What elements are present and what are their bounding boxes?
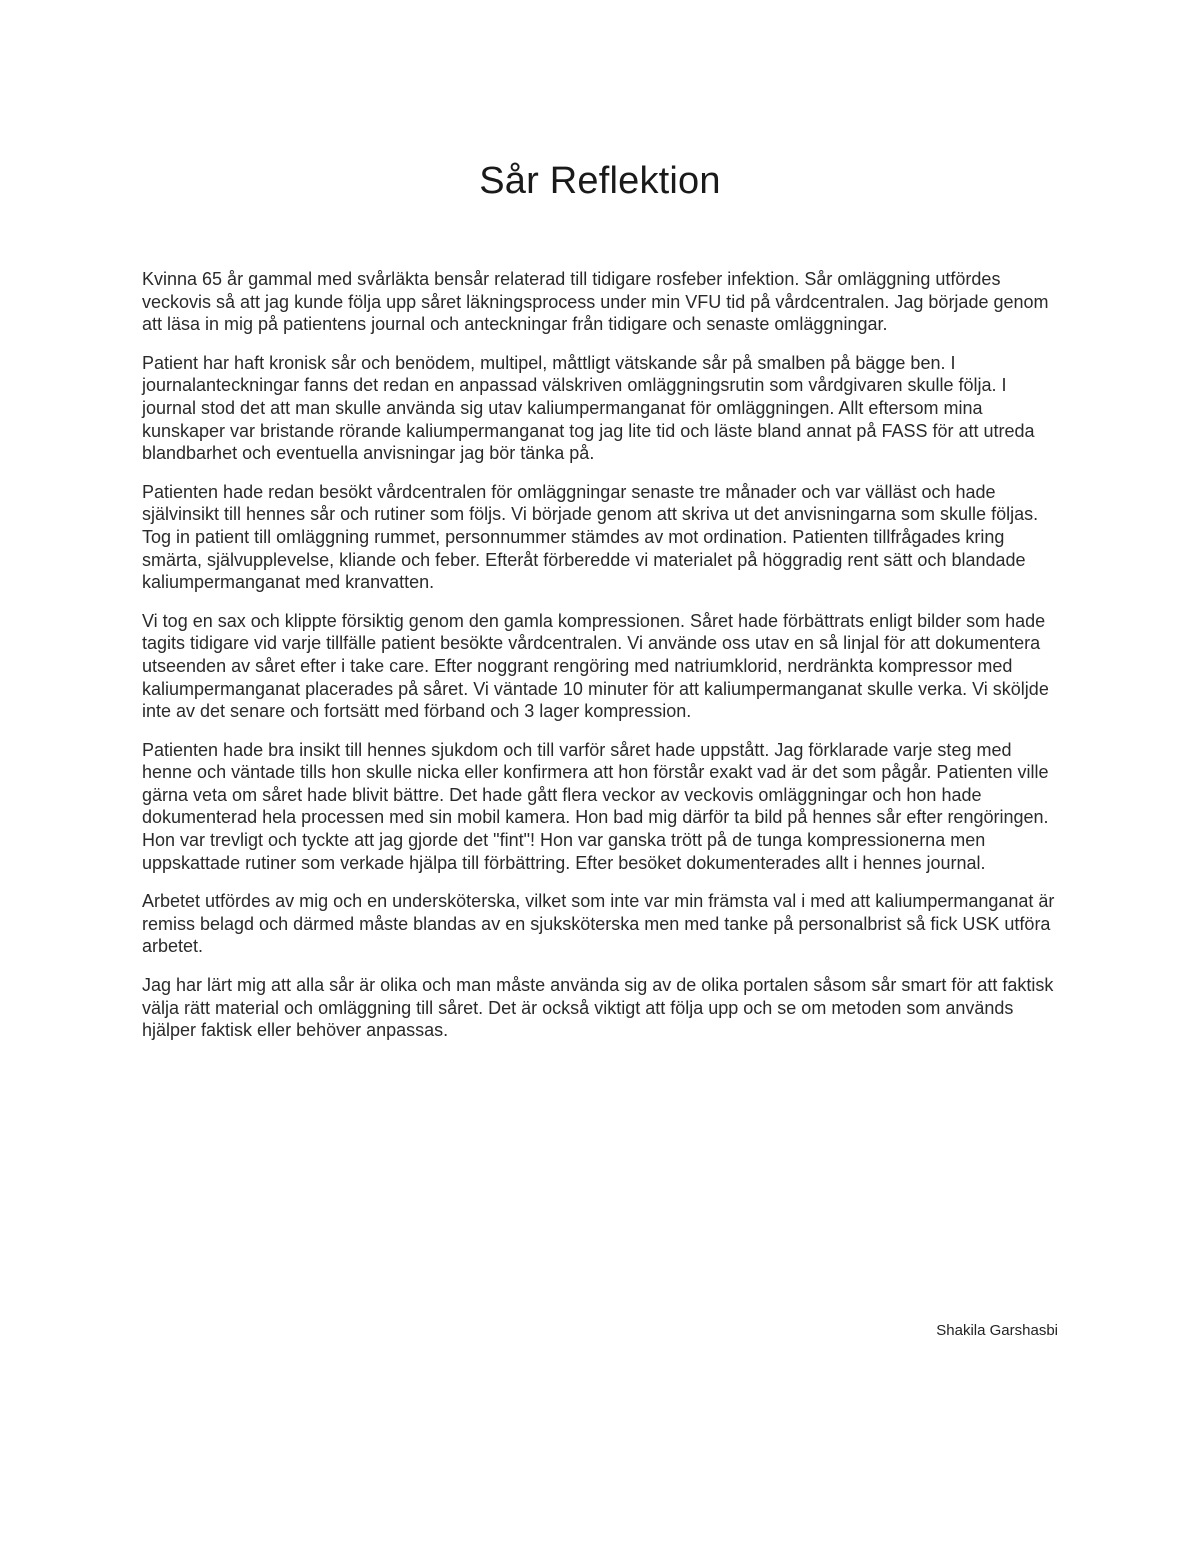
paragraph: Patienten hade redan besökt vårdcentralen för omläggningar senaste tre månader och var välläst och hade självinsikt till hennes sår och rutiner som följs. Vi började genom att skriva ut det anvisningarna som skulle följas. Tog in patient till omläggning rummet, personnummer stämdes av mot ordination. Patienten tillfrågades kring smärta, självupplevelse, kliande och feber. Efteråt förberedde vi materialet på höggradig rent sätt och blandade kaliumpermanganat med kranvatten. xyxy=(142,481,1039,593)
paragraph: Vi tog en sax och klippte försiktig genom den gamla kompressionen. Såret hade förbättrats enligt bilder som hade tagits tidigare vid varje tillfälle patient besökte vårdcentralen. Vi använde oss utav en så linjal för att dokumentera utseenden av såret efter i take care. Efter noggrant rengöring med natriumklorid, nerdränkta kompressor med kaliumpermanganat placerades på såret. Vi väntade 10 minuter för att kaliumpermanganat skulle verka. Vi sköljde inte av det senare och fortsätt med förband och 3 lager kompression. xyxy=(142,610,1049,722)
document-body xyxy=(142,268,1064,1058)
paragraph: Jag har lärt mig att alla sår är olika och man måste använda sig av de olika portalen såsom sår smart för att faktisk välja rätt material och omläggning till såret. Det är också viktigt att följa upp och se om metoden som används hjälper faktisk eller behöver anpassas. xyxy=(142,975,1054,1041)
document-title: Sår Reflektion xyxy=(479,160,721,202)
author-signature: Shakila Garshasbi xyxy=(936,1322,1058,1339)
paragraph: Patienten hade bra insikt till hennes sjukdom och till varför såret hade uppstått. Jag förklarade varje steg med henne och väntade tills hon skulle nicka eller konfirmera att hon förstår exakt vad är det som pågår. Patienten ville gärna veta om såret hade blivit bättre. Det hade gått flera veckor av veckovis omläggningar och hon hade dokumenterad hela processen med sin mobil kamera. Hon bad mig därför ta bild på hennes sår efter rengöringen. Hon var trevligt och tyckte att jag gjorde det "fint"! Hon var ganska trött på de tunga kompressionerna men uppskattade rutiner som verkade hjälpa till förbättring. Efter besöket dokumenterades allt i hennes journal. xyxy=(142,739,1049,873)
paragraph: Kvinna 65 år gammal med svårläkta bensår relaterad till tidigare rosfeber infektion. Sår omläggning utfördes veckovis så att jag kunde följa upp såret läkningsprocess under min VFU tid på vårdcentralen. Jag började genom att läsa in mig på patientens journal och anteckningar från tidigare och senaste omläggningar. xyxy=(142,269,1049,335)
paragraph: Patient har haft kronisk sår och benödem, multipel, måttligt vätskande sår på smalben på bägge ben. I journalanteckningar fanns det redan en anpassad välskriven omläggningsrutin som vårdgivaren skulle följa. I journal stod det att man skulle använda sig utav kaliumpermanganat för omläggningen. Allt eftersom mina kunskaper var bristande rörande kaliumpermanganat tog jag lite tid och läste bland annat på FASS för att utreda blandbarhet och eventuella anvisningar jag bör tänka på. xyxy=(142,352,1035,464)
paragraph: Arbetet utfördes av mig och en undersköterska, vilket som inte var min främsta val i med att kaliumpermanganat är remiss belagd och därmed måste blandas av en sjuksköterska men med tanke på personalbrist så fick USK utföra arbetet. xyxy=(142,891,1055,957)
